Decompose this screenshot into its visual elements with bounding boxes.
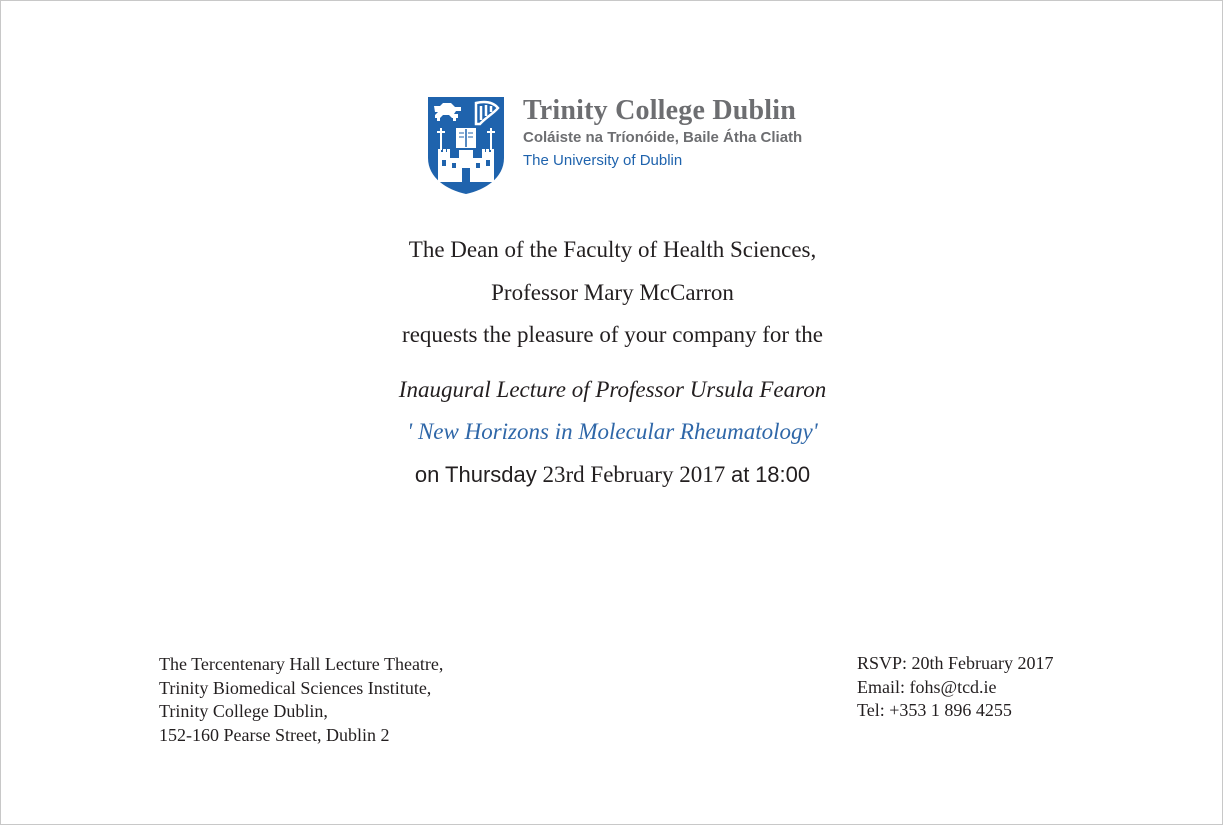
tcd-crest-icon [427, 96, 505, 195]
dean-line: The Dean of the Faculty of Health Sciences, [408, 237, 817, 262]
logo-irish-name: Coláiste na Tríonóide, Baile Átha Cliath [523, 129, 803, 146]
logo-title: Trinity College Dublin [523, 95, 797, 126]
date-prefix: on Thursday [414, 462, 537, 487]
lecture-topic: ' New Horizons in Molecular Rheumatology' [407, 419, 818, 444]
venue-line: The Tercentenary Hall Lecture Theatre, [159, 654, 444, 674]
event-date: 23rd February 2017 [542, 462, 726, 487]
venue-line: Trinity College Dublin, [159, 701, 328, 721]
dean-name: Professor Mary McCarron [491, 280, 734, 305]
venue-line: Trinity Biomedical Sciences Institute, [159, 677, 432, 698]
logo-wordmark [523, 96, 802, 171]
request-line: requests the pleasure of your company for the [402, 322, 823, 347]
venue-line: 152-160 Pearse Street, Dublin 2 [159, 724, 390, 745]
rsvp-date: RSVP: 20th February 2017 [857, 653, 1054, 673]
time-prefix: at [730, 462, 750, 487]
contact-phone: Tel: +353 1 896 4255 [857, 700, 1012, 720]
venue-address [159, 653, 443, 747]
tcd-logo [427, 96, 807, 196]
lecture-title: Inaugural Lecture of Professor Ursula Fearon [398, 377, 827, 402]
contact-info [857, 652, 1054, 723]
contact-email: Email: fohs@tcd.ie [857, 676, 997, 697]
event-time: 18:00 [755, 462, 811, 487]
event-datetime [1, 461, 1223, 489]
logo-university-name: The University of Dublin [523, 152, 683, 169]
